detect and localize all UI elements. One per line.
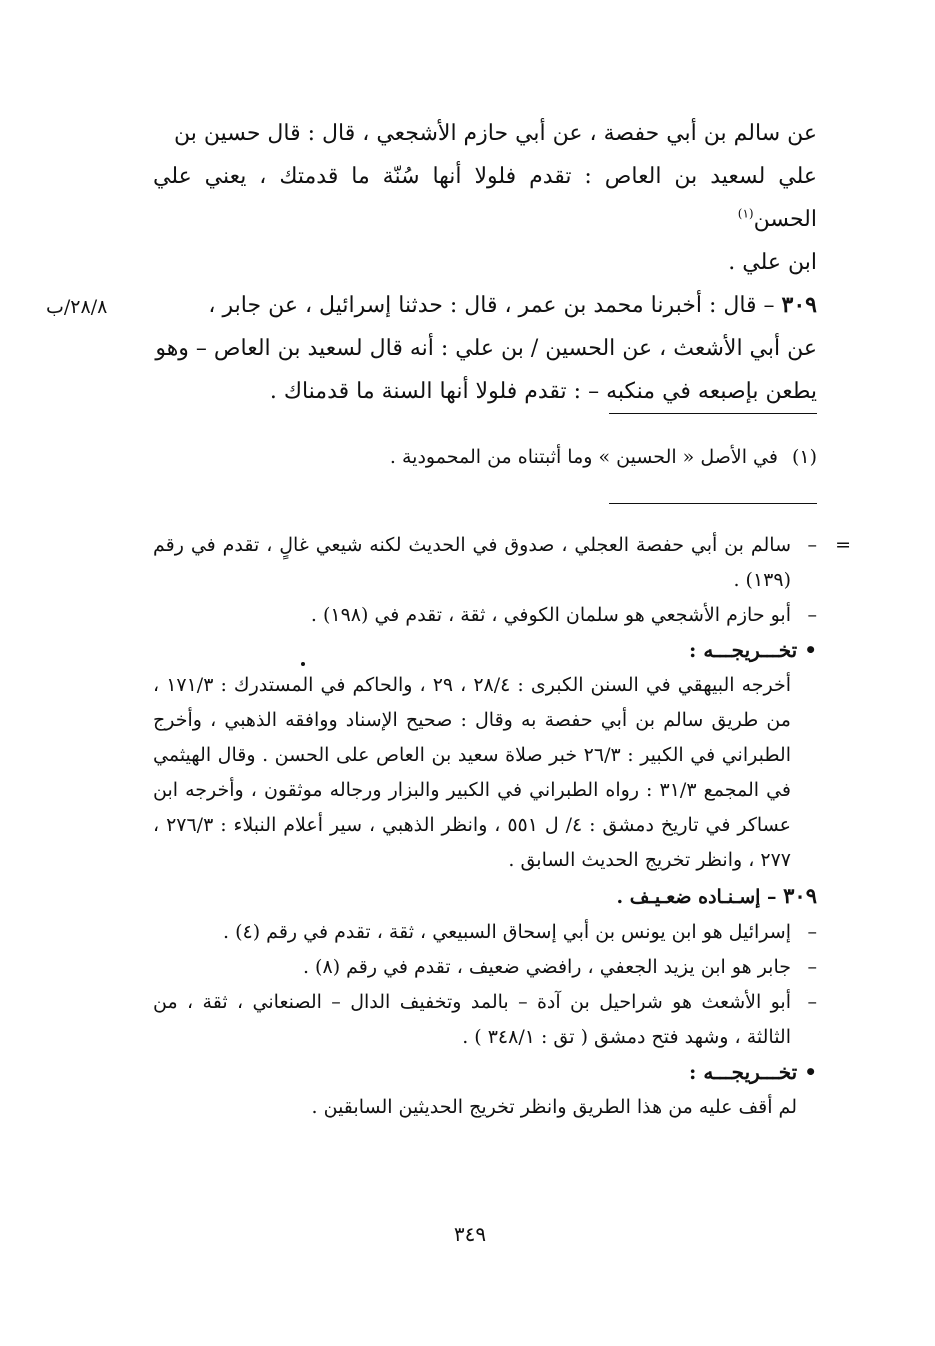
main-line: ابن علي . <box>728 250 817 275</box>
list-item <box>153 598 817 633</box>
footnote-number: (١) <box>791 446 817 468</box>
footnote <box>153 439 817 475</box>
main-line: عن سالم بن أبي حفصة ، عن أبي حازم الأشجعي ، قال : قال حسين بن <box>173 121 817 146</box>
list-item <box>153 528 851 598</box>
isnad-number: ٣٠٩ <box>783 883 817 908</box>
main-line: يطعن بإصبعه في منكبه – : تقدم فلولا أنها السنة ما قدمناك . <box>269 379 817 404</box>
takhrij-paragraph: لم أقف عليه من هذا الطريق وانظر تخريج الحديثين السابقين . <box>311 1096 797 1118</box>
dash-marker: – <box>807 921 817 943</box>
list-item-text: أبو الأشعث هو شراحيل بن آدة – بالمد وتخفيف الدال – الصنعاني ، ثقة ، من الثالثة ، وشهد فتح دمشق ( تق : ٣٤٨/١ ) . <box>153 991 791 1048</box>
main-text <box>153 112 817 413</box>
commentary <box>153 528 851 1125</box>
hadith-number: ٣٠٩ <box>781 292 817 318</box>
dash-marker: – <box>807 991 817 1013</box>
takhrij-heading: • تخـــريجـــه : <box>689 638 817 662</box>
isnad-heading: – إسـنـاده ضعـيـف . <box>616 886 784 908</box>
page-number: ٣٤٩ <box>453 1222 487 1246</box>
list-item-text: إسرائيل هو ابن يونس بن أبي إسحاق السبيعي ، ثقة ، تقدم في رقم (٤) . <box>223 921 791 943</box>
isnad-heading-line <box>153 878 817 915</box>
main-line: عن أبي الأشعث ، عن الحسين / بن علي : أنه قال لسعيد بن العاص – وهو <box>155 336 817 361</box>
footnote-text: في الأصل « الحسين » وما أثبتناه من المحمودية . <box>389 446 778 468</box>
takhrij-heading: • تخـــريجـــه : <box>689 1060 817 1084</box>
manuscript-folio-note: ٢٨/٨/ب <box>46 296 108 318</box>
list-item <box>153 915 817 950</box>
continuation-mark: = <box>835 534 851 556</box>
list-item-text: جابر هو ابن يزيد الجعفي ، رافضي ضعيف ، تقدم في رقم (٨) . <box>302 956 791 978</box>
list-item-text: سالم بن أبي حفصة العجلي ، صدوق في الحديث لكنه شيعي غالٍ ، تقدم في رقم (١٣٩) . <box>153 534 791 591</box>
main-line <box>153 155 817 241</box>
main-line-text: علي لسعيد بن العاص : تقدم فلولا أنها سُنّة ما قدمتك ، يعني علي الحسن <box>153 164 818 232</box>
takhrij-paragraph: أخرجه البيهقي في السنن الكبرى : ٢٨/٤ ، ٢٩ ، والحاكم في المستدرك : ١٧١/٣ ، من طريق سالم بن أبي حفصة به وقال : صحيح الإسناد ووافقه الذهبي ، وأخرج الطبراني في الكبير : ٢٦/٣ خبر صلاة سعيد بن العاص على الحسن . وقال الهيثمي في المجمع ٣١/٣ : رواه الطبراني في الكبير والبزار ورجاله موثقون ، وأخرجه ابن عساكر في تاريخ دمشق : ٤/ ل ٥٥١ ، وانظر الذهبي ، سير أعلام النبلاء : ٢٧٦/٣ ، ٢٧٧ ، وانظر تخريج الحديث السابق . <box>153 674 792 871</box>
list-item-text: أبو حازم الأشجعي هو سلمان الكوفي ، ثقة ، تقدم في (١٩٨) . <box>310 604 791 626</box>
list-item <box>153 985 817 1055</box>
stray-dot <box>301 662 305 666</box>
main-line <box>153 284 817 327</box>
list-item <box>153 950 817 985</box>
dash-marker: – <box>807 956 817 978</box>
main-line-text: – قال : أخبرنا محمد بن عمر ، قال : حدثنا إسرائيل ، عن جابر ، <box>208 293 782 318</box>
dash-marker: – <box>807 604 817 626</box>
footnote-divider <box>609 413 817 414</box>
dash-marker: – <box>807 534 817 556</box>
footnote-reference[interactable]: (١) <box>737 206 754 221</box>
commentary-divider <box>609 503 817 504</box>
